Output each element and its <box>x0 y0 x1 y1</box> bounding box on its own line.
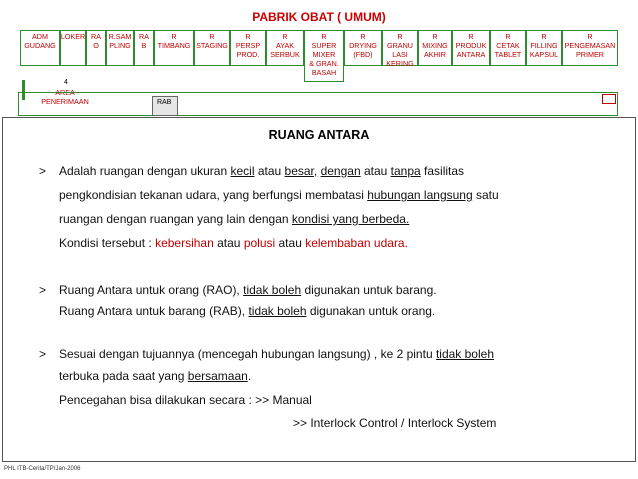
content-panel <box>2 117 636 462</box>
page-title: PABRIK OBAT ( UMUM) <box>252 10 386 24</box>
room-label-filling-kapsul: R FILLING KAPSUL <box>529 32 559 59</box>
p3-line-2 <box>59 369 251 384</box>
text-span: digunakan untuk barang. <box>301 283 437 297</box>
room-label-loker: LOKER <box>60 32 86 41</box>
text-span: Kondisi tersebut : <box>59 236 156 250</box>
room-label-produk-antara: R PRODUK ANTARA <box>455 32 487 59</box>
underlined-text: hubungan langsung <box>367 188 473 202</box>
text-span: . <box>247 369 252 383</box>
p1-line-4 <box>59 236 408 251</box>
room-label-timbang: R TIMBANG <box>157 32 191 50</box>
room-label-rab: RA B <box>139 32 149 50</box>
text-span: pengkondisian tekanan udara, yang berfungsi membatasi <box>59 188 368 202</box>
text-span: atau <box>254 164 285 178</box>
text-span: atau <box>360 164 391 178</box>
room-label-drying: R DRYING (FBD) <box>349 32 377 59</box>
text-span: satu <box>472 188 499 202</box>
p3-line-4: >> Interlock Control / Interlock System <box>293 416 497 430</box>
red-text: kelembaban udara. <box>305 236 408 250</box>
p3-line-3: Pencegahan bisa dilakukan secara : >> Manual <box>59 393 312 407</box>
door-marker <box>602 94 616 104</box>
underlined-text: kondisi yang berbeda. <box>291 212 410 226</box>
rab-label: RAB <box>157 99 172 106</box>
p1-line-3 <box>59 212 409 227</box>
p2-line-2 <box>59 304 435 319</box>
underlined-text: dengan <box>320 164 361 178</box>
bullet-2: > <box>39 283 47 297</box>
area-penerimaan-label: AREA PENERIMAAN <box>41 88 89 106</box>
room-label-mixing-akhir: R MIXING AKHIR <box>422 32 448 59</box>
footer: PHL ITB-Cerita/TP/Jan-2006 <box>4 466 81 472</box>
underlined-text: tanpa <box>390 164 421 178</box>
room-label-persp-prod: R PERSP PROD. <box>235 32 261 59</box>
red-text: polusi <box>243 236 276 250</box>
text-span: Sesuai dengan tujuannya (mencegah hubungan langsung) , ke 2 pintu <box>59 347 436 361</box>
text-span: Adalah ruangan dengan ukuran <box>59 164 231 178</box>
room-label-adm-gudang: ADM GUDANG <box>24 32 56 50</box>
p3-line-1 <box>59 347 494 362</box>
text-span: atau <box>213 236 244 250</box>
room-label-super-mixer: R SUPER MIXER & GRAN. BASAH <box>309 32 339 77</box>
text-span: Ruang Antara untuk barang (RAB), <box>59 304 249 318</box>
underlined-text: tidak boleh <box>248 304 307 318</box>
text-span: digunakan untuk orang. <box>306 304 436 318</box>
room-label-cetak-tablet: R CETAK TABLET <box>494 32 522 59</box>
text-span: Ruang Antara untuk orang (RAO), <box>59 283 244 297</box>
underlined-text: tidak boleh <box>435 347 494 361</box>
p1-line-1 <box>59 164 464 179</box>
underlined-text: tidak boleh <box>243 283 302 297</box>
room-label-rao: RA O <box>91 32 101 50</box>
text-span: terbuka pada saat yang <box>59 369 188 383</box>
room-label-pengemasan-primer: R PENGEMASAN PRIMER <box>564 32 616 59</box>
p1-line-2 <box>59 188 499 203</box>
bullet-3: > <box>39 347 47 361</box>
panel-heading: RUANG ANTARA <box>268 128 370 142</box>
bullet-1: > <box>39 164 47 178</box>
text-span: fasilitas <box>420 164 465 178</box>
underlined-text: besar, <box>284 164 318 178</box>
p2-line-1 <box>59 283 437 298</box>
red-text: kebersihan <box>155 236 214 250</box>
corridor-strip <box>18 92 618 116</box>
text-span: atau <box>275 236 306 250</box>
room-label-ayak-serbuk: R AYAK SERBUK <box>270 32 300 59</box>
room-label-sampling: R.SAM PLING <box>108 32 132 50</box>
area-number: 4 <box>64 79 68 86</box>
underlined-text: kecil <box>230 164 255 178</box>
room-label-granulasi-kering: R GRANU LASI KERING <box>386 32 414 68</box>
underlined-text: bersamaan <box>187 369 248 383</box>
room-label-staging: R STAGING <box>196 32 228 50</box>
text-span: ruangan dengan ruangan yang lain dengan <box>59 212 292 226</box>
